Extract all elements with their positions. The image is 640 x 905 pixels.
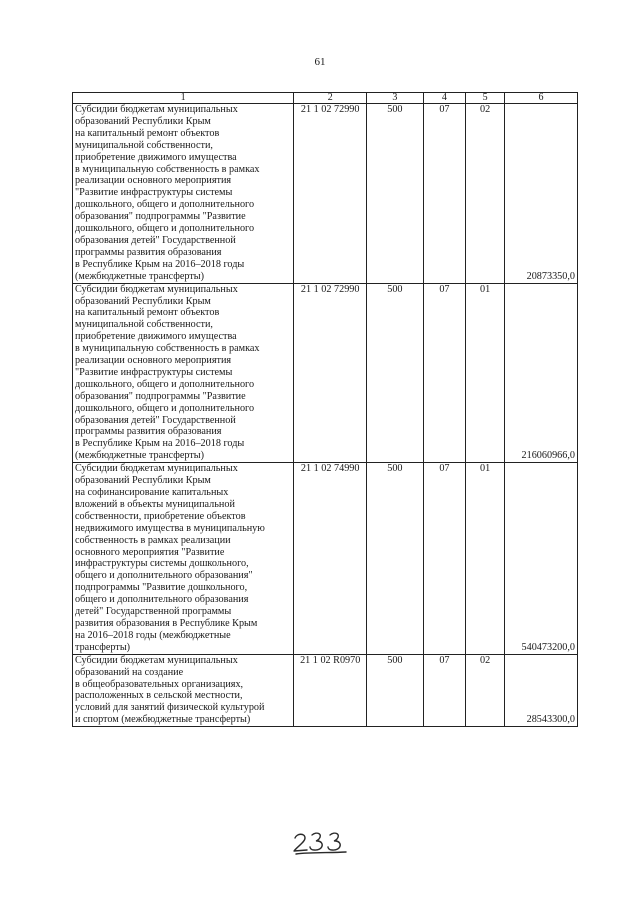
- row-col3: 500: [367, 104, 423, 284]
- handwritten-page-mark: [290, 828, 354, 858]
- row-amount: 28543300,0: [504, 654, 577, 726]
- row-col4: 07: [423, 463, 466, 655]
- budget-table: [72, 92, 578, 727]
- row-description: Субсидии бюджетам муниципальных образований Республики Крым на софинансирование капитальных вложений в объекты муниципальной собственности, приобретение объектов недвижимого имущества в муниципальную собственность в рамках реализации основного мероприятия "Развитие инфраструктуры системы дошкольного, общего и дополнительного образования" подпрограммы "Развитие дошкольного, общего и дополнительного образования детей" Государственной программы развития образования в Республике Крым на 2016–2018 годы (межбюджетные трансферты): [73, 463, 294, 655]
- row-col5: 01: [466, 463, 505, 655]
- row-col3: 500: [367, 283, 423, 463]
- row-description: Субсидии бюджетам муниципальных образований на создание в общеобразовательных организациях, расположенных в сельской местности, условий для занятий физической культурой и спортом (межбюджетные трансферты): [73, 654, 294, 726]
- row-description: Субсидии бюджетам муниципальных образований Республики Крым на капитальный ремонт объектов муниципальной собственности, приобретение движимого имущества в муниципальную собственность в рамках реализации основного мероприятия "Развитие инфраструктуры системы дошкольного, общего и дополнительного образования" подпрограммы "Развитие дошкольного, общего и дополнительного образования детей" Государственной программы развития образования в Республике Крым на 2016–2018 годы (межбюджетные трансферты): [73, 104, 294, 284]
- row-amount: 20873350,0: [504, 104, 577, 284]
- row-code: 21 1 02 72990: [294, 283, 367, 463]
- row-amount: 540473200,0: [504, 463, 577, 655]
- table-row: [73, 463, 578, 655]
- row-col5: 02: [466, 654, 505, 726]
- column-header: 5: [466, 93, 505, 104]
- row-col4: 07: [423, 654, 466, 726]
- page-number: 61: [314, 56, 326, 68]
- column-header: 1: [73, 93, 294, 104]
- header-row: [73, 93, 578, 104]
- column-header: 4: [423, 93, 466, 104]
- row-col5: 02: [466, 104, 505, 284]
- row-col4: 07: [423, 104, 466, 284]
- row-col4: 07: [423, 283, 466, 463]
- column-header: 2: [294, 93, 367, 104]
- row-code: 21 1 02 R0970: [294, 654, 367, 726]
- table-row: [73, 654, 578, 726]
- row-col5: 01: [466, 283, 505, 463]
- row-col3: 500: [367, 463, 423, 655]
- row-col3: 500: [367, 654, 423, 726]
- column-header: 3: [367, 93, 423, 104]
- row-code: 21 1 02 74990: [294, 463, 367, 655]
- table-row: [73, 104, 578, 284]
- column-header: 6: [504, 93, 577, 104]
- row-amount: 216060966,0: [504, 283, 577, 463]
- row-description: Субсидии бюджетам муниципальных образований Республики Крым на капитальный ремонт объектов муниципальной собственности, приобретение движимого имущества в муниципальную собственность в рамках реализации основного мероприятия "Развитие инфраструктуры системы дошкольного, общего и дополнительного образования" подпрограммы "Развитие дошкольного, общего и дополнительного образования детей" Государственной программы развития образования в Республике Крым на 2016–2018 годы (межбюджетные трансферты): [73, 283, 294, 463]
- table-row: [73, 283, 578, 463]
- row-code: 21 1 02 72990: [294, 104, 367, 284]
